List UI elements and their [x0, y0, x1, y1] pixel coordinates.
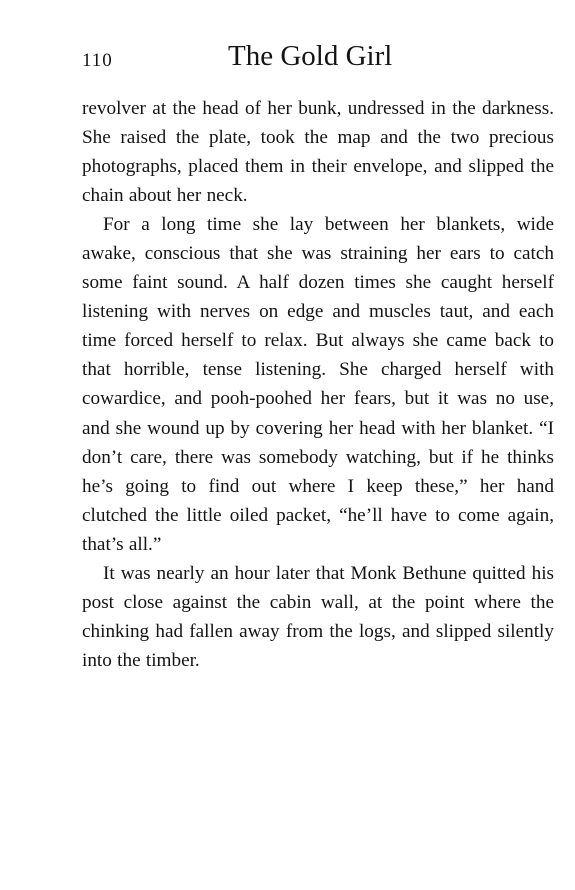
- paragraph: It was nearly an hour later that Monk Bethune quitted his post close against the cabin wall, at the point where the chinking had fallen away from the logs, and slipped silently into the timber.: [82, 562, 554, 671]
- paragraph-continued: revolver at the head of her bunk, undressed in the darkness. She raised the plate, took the map and the two precious photographs, placed them in their envelope, and slipped the chain about her neck.: [82, 98, 554, 207]
- page-number: 110: [82, 50, 113, 71]
- body-text: [82, 94, 554, 675]
- running-head-title: The Gold Girl: [228, 40, 393, 72]
- paragraph: For a long time she lay between her blankets, wide awake, conscious that she was straining her ears to catch some faint sound. A half dozen times she caught herself listening with nerves on edge and muscles taut, and each time forced herself to relax. But always she came back to that horrible, tense listening. She charged herself with cowardice, and pooh-poohed her fears, but it was no use, and she wound up by covering her head with her blanket. “I don’t care, there was somebody watching, but if he thinks he’s going to find out where I keep these,” her hand clutched the little oiled packet, “he’ll have to come again, that’s all.”: [82, 214, 554, 555]
- page-header: [82, 40, 554, 80]
